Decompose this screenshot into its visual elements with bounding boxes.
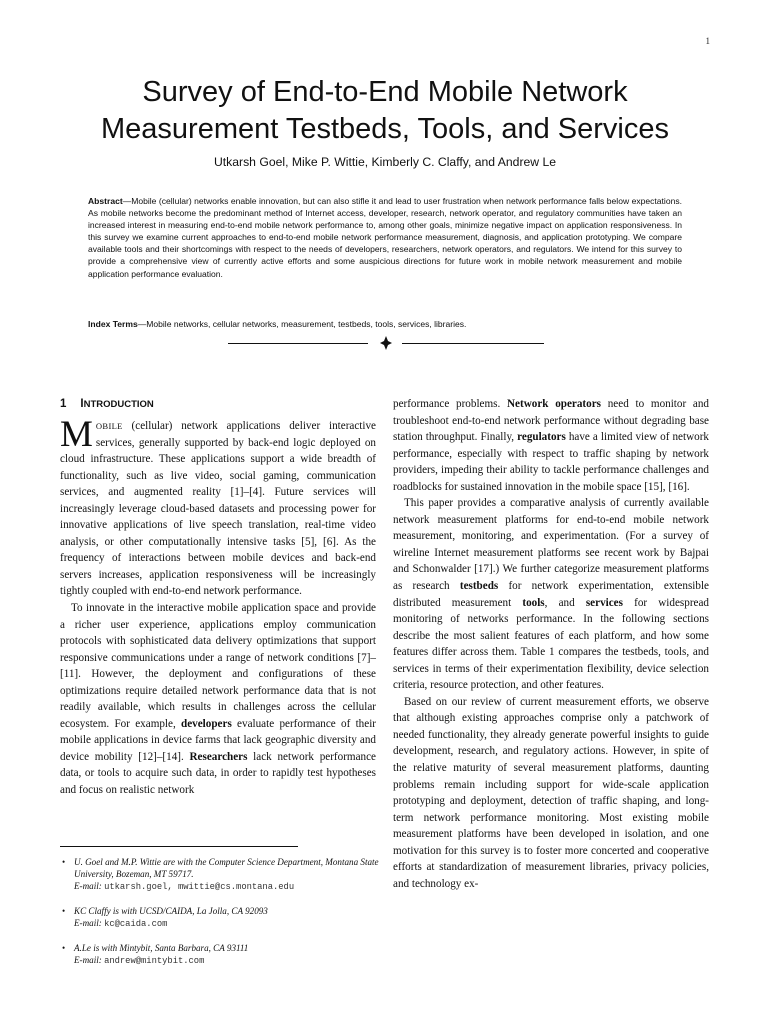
- section-title-rest: NTRODUCTION: [83, 399, 154, 410]
- email-label: E-mail:: [74, 918, 105, 928]
- paragraph-text: for widespread monitoring of networks performance. In the following sections describe the most salient features of each platform, and how some features differ across them. Table 1 compares the testbeds, tools, and services in terms of their experimentation flexibility, device selection criteria, resource protection, and other features.: [393, 596, 709, 692]
- index-terms: [88, 318, 682, 330]
- email-address: andrew@mintybit.com: [104, 956, 205, 966]
- title-line-2: Measurement Testbeds, Tools, and Services: [101, 113, 669, 145]
- right-column: [393, 396, 709, 892]
- email-label: E-mail:: [74, 955, 105, 965]
- footnote-email-line: [74, 954, 380, 967]
- smallcaps-lead: OBILE: [95, 421, 123, 431]
- footnote-affiliation: KC Claffy is with UCSD/CAIDA, La Jolla, CA 92093: [74, 906, 268, 916]
- bold-term: regulators: [517, 431, 566, 444]
- paragraph-text: have a limited view of network performance, especially with respect to traffic shaping by network providers, impeding their ability to tackle performance challenges and roadblocks for sustained innovation in the mobile space [15], [16].: [393, 431, 709, 493]
- paragraph-text: lack network performance data, or tools to acquire such data, in order to rapidly test hypotheses and focus on realistic network: [60, 750, 376, 797]
- footnote-item: [60, 905, 380, 930]
- bold-term: developers: [181, 717, 232, 730]
- drop-cap: M: [60, 414, 93, 455]
- bold-term: testbeds: [459, 580, 499, 593]
- bullet-icon: •: [62, 857, 66, 867]
- footnote-email-line: [74, 917, 380, 930]
- author-list: Utkarsh Goel, Mike P. Wittie, Kimberly C. Claffy, and Andrew Le: [213, 155, 557, 169]
- paragraph-text: performance problems.: [393, 398, 508, 410]
- section-title-initial: I: [80, 398, 84, 410]
- email-label: E-mail:: [74, 881, 105, 891]
- bold-term: Researchers: [189, 750, 248, 763]
- email-address: utkarsh.goel, mwittie@cs.montana.edu: [104, 882, 295, 892]
- footnotes: [60, 856, 380, 979]
- bold-term: services: [585, 596, 623, 609]
- divider-rule-left: [228, 343, 368, 344]
- section-heading: [60, 396, 376, 413]
- footnote-email-line: [74, 880, 380, 893]
- paper-title: [60, 74, 710, 148]
- right-paragraph-3: Based on our review of current measurement efforts, we observe that although existing approaches comprise only a patchwork of needed functionality, they already generate powerful insights to guide development, research, and regulatory actions. However, in spite of the relative maturity of several measurement platforms, daunting problems remain including support for wide-scale application prototyping and deployment, detection of traffic shaping, and long-term network performance monitoring. Most existing mobile measurement platforms have been developed in isolation, and one motivation for this survey is to foster more concerted and cooperative efforts at standardization of measurement libraries, privacy policies, and technology ex-: [393, 695, 709, 890]
- paragraph-text: need to monitor and troubleshoot end-to-end network performance without degrading base station throughput. Finally,: [393, 398, 710, 444]
- intro-paragraph-2: [60, 600, 376, 799]
- footnote-affiliation: U. Goel and M.P. Wittie are with the Computer Science Department, Montana State University, Bozeman, MT 59717.: [74, 857, 379, 879]
- index-terms-label: Index Terms: [88, 319, 138, 329]
- divider-rule-right: [402, 343, 544, 344]
- section-divider: [228, 334, 544, 354]
- footnote-item: [60, 856, 380, 893]
- footnote-rule: [60, 846, 298, 847]
- index-terms-text: —Mobile networks, cellular networks, measurement, testbeds, tools, services, libraries.: [137, 319, 467, 329]
- page-number: 1: [705, 36, 710, 46]
- paragraph-text: This paper provides a comparative analysis of currently available network measurement platforms for end-to-end mobile network measurement, monitoring, and experimentation. (For a survey of wireline Internet measurement platforms see recent work by Bajpai and Schonwalder [17].) We further categorize measurement platforms as research: [393, 497, 709, 593]
- title-line-1: Survey of End-to-End Mobile Network: [142, 76, 628, 108]
- section-number: 1: [60, 398, 67, 410]
- paragraph-text: evaluate performance of their mobile applications in device farms that lack geographic diversity and device mobility [12]–[14].: [60, 717, 376, 763]
- paragraph-text: for network experimentation, extensible distributed measurement: [393, 580, 709, 609]
- intro-paragraph-1: [60, 414, 376, 600]
- paragraph-text: To innovate in the interactive mobile application space and provide a richer user experience, applications employ communication protocols with sophisticated data delivery optimizations that support responsive communications under a range of network conditions [7]–[11]. However, the deployment and configurations of these optimizations require detailed network performance data that is not readily available, which results in challenges across the cellular ecosystem. For example,: [60, 602, 376, 730]
- abstract-text: —Mobile (cellular) networks enable innovation, but can also stifle it and lead to user frustration when network performance falls below expectations. As mobile networks become the predominant method of Internet access, developer, research, network operator, and regulatory communities have taken an increased interest in measuring end-to-end mobile network performance to, among other goals, minimize negative impact on application responsiveness. In this survey we examine current approaches to end-to-end mobile network performance measurement, diagnosis, and application prototyping. We compare available tools and their shortcomings with respect to the needs of developers, researchers, network operators, and regulators. We intend for this survey to provide a comprehensive view of currently active efforts and some auspicious directions for future work in mobile network measurement and mobile application performance evaluation.: [88, 196, 682, 279]
- right-paragraph-1: [393, 396, 709, 495]
- email-address: kc@caida.com: [104, 919, 168, 929]
- bold-term: Network operators: [507, 398, 601, 410]
- intro-paragraph-1-text: (cellular) network applications deliver interactive services, generally supported by back-end logic deployed on cloud infrastructure. These applications support a wide breadth of functionality, such as live video, social gaming, communication services, and augmented reality [1]–[4]. Future services will increasingly leverage cloud-based datasets and processing power for innovative applications of live speech translation, real-time video analysis, or other computationally intensive tasks [5], [6]. As the frequency of interactions between mobile devices and back-end servers increases, application responsiveness will be increasingly tightly coupled with end-to-end network performance.: [60, 420, 376, 598]
- footnote-affiliation: A.Le is with Mintybit, Santa Barbara, CA 93111: [74, 943, 249, 953]
- diamond-ornament-icon: [380, 336, 392, 350]
- left-column: [60, 396, 376, 799]
- right-paragraph-2: [393, 495, 709, 694]
- bullet-icon: •: [62, 906, 66, 916]
- bullet-icon: •: [62, 943, 66, 953]
- abstract-label: Abstract: [88, 196, 123, 206]
- bold-term: tools: [522, 596, 545, 609]
- abstract: [88, 195, 682, 280]
- paragraph-text: , and: [544, 596, 586, 609]
- footnote-item: [60, 942, 380, 967]
